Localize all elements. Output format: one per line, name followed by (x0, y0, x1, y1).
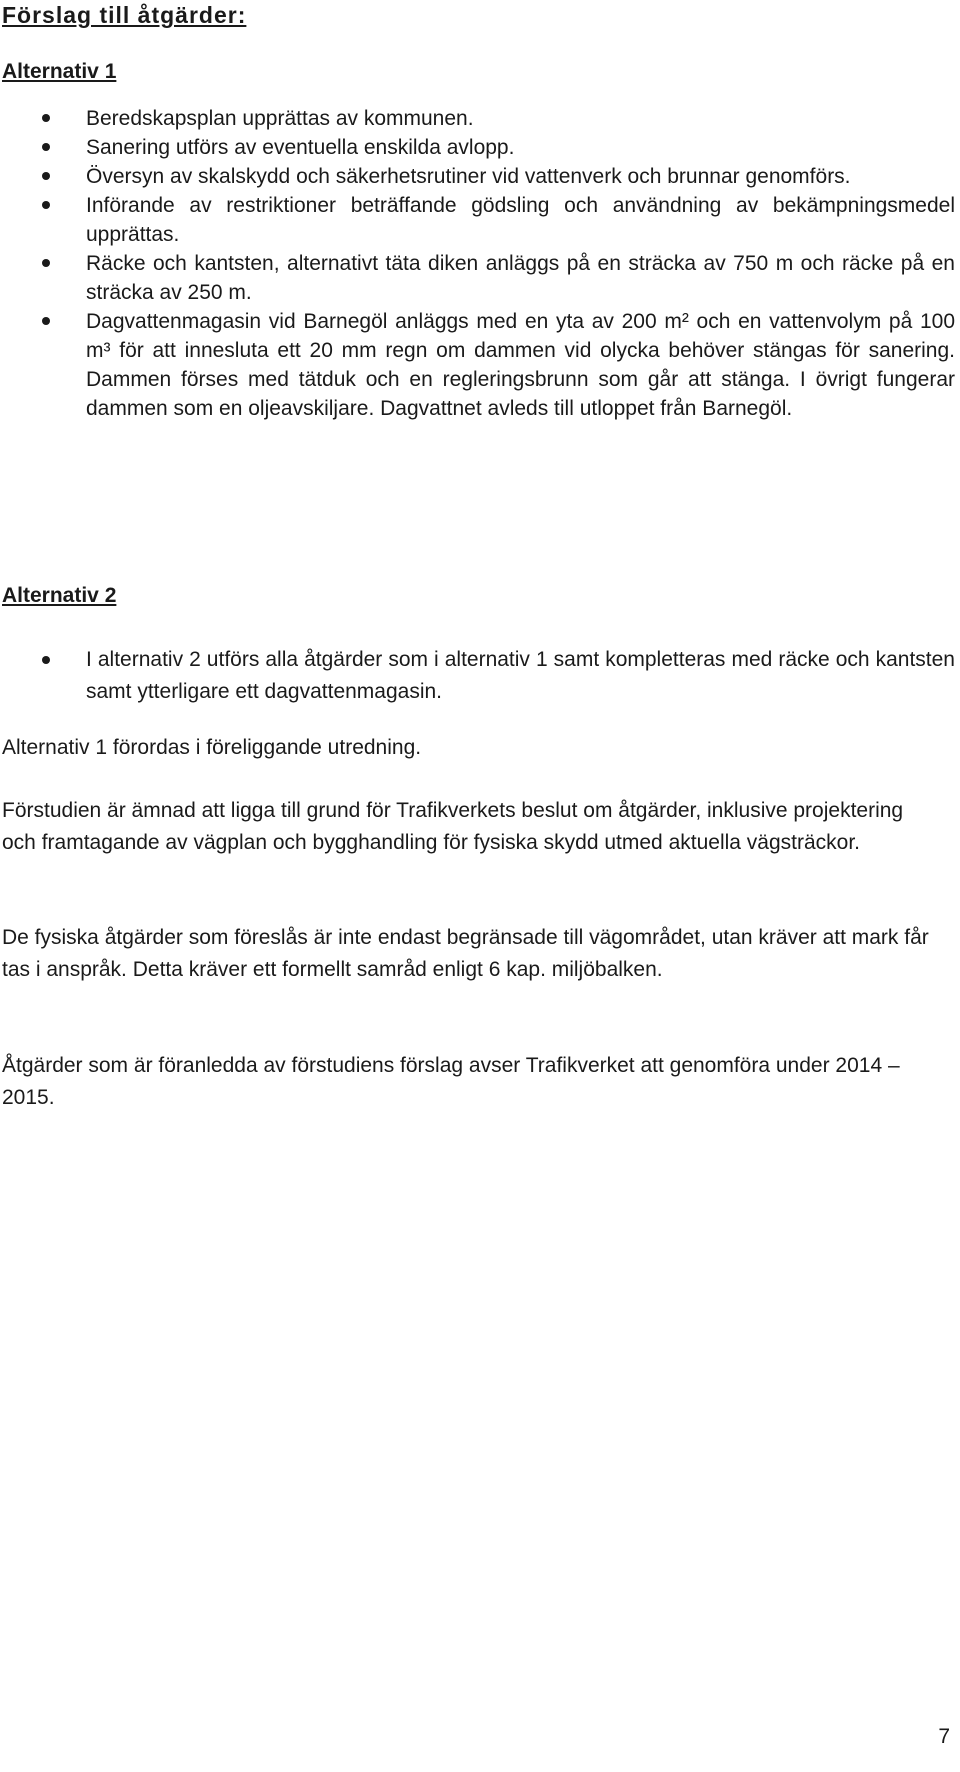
list-item-text: I alternativ 2 utförs alla åtgärder som i alternativ 1 samt kompletteras med räcke och kantsten samt ytterligare ett dagvattenmagasin. (86, 648, 955, 703)
alternativ-1-list (0, 104, 960, 423)
bullet-icon (42, 317, 50, 325)
paragraph-purpose: Förstudien är ämnad att ligga till grund för Trafikverkets beslut om åtgärder, inklusive projektering och framtagande av vägplan och bygghandling för fysiska skydd utmed aktuella vägsträckor. (2, 799, 904, 854)
list-item (0, 644, 960, 708)
bullet-icon (42, 259, 50, 267)
list-item (0, 133, 960, 162)
list-item-text: Översyn av skalskydd och säkerhetsrutiner vid vattenverk och brunnar genomförs. (86, 165, 851, 188)
list-item (0, 191, 960, 249)
bullet-icon (42, 114, 50, 122)
list-item-text: Dagvattenmagasin vid Barnegöl anläggs med en yta av 200 m² och en vattenvolym på 100 m³ för att innesluta ett 20 mm regn om dammen vid olycka behöver stängas för sanering. Dammen förses med tätduk och en regleringsbrunn som går att stänga. I övrigt fungerar dammen som en oljeavskiljare. Dagvattnet avleds till utloppet från Barnegöl. (86, 310, 955, 420)
list-item-text: Sanering utförs av eventuella enskilda avlopp. (86, 136, 515, 159)
section-heading: Förslag till åtgärder: (2, 2, 247, 28)
list-item (0, 162, 960, 191)
alternativ-2-list (0, 644, 960, 708)
list-item-text: Införande av restriktioner beträffande gödsling och användning av bekämpningsmedel upprättas. (86, 194, 955, 246)
bullet-icon (42, 143, 50, 151)
bullet-icon (42, 172, 50, 180)
list-item (0, 104, 960, 133)
bullet-icon (42, 201, 50, 209)
page-number: 7 (938, 1725, 950, 1748)
alternativ-1-title: Alternativ 1 (2, 60, 117, 83)
paragraph-schedule: Åtgärder som är föranledda av förstudiens förslag avser Trafikverket att genomföra under 2014 – 2015. (2, 1054, 900, 1109)
list-item-text: Beredskapsplan upprättas av kommunen. (86, 107, 474, 130)
list-item-text: Räcke och kantsten, alternativt täta diken anläggs på en sträcka av 750 m och räcke på en sträcka av 250 m. (86, 252, 955, 304)
paragraph-land-use: De fysiska åtgärder som föreslås är inte endast begränsade till vägområdet, utan kräver att mark får tas i anspråk. Detta kräver ett formellt samråd enligt 6 kap. miljöbalken. (2, 926, 929, 981)
paragraph-recommendation: Alternativ 1 förordas i föreliggande utredning. (2, 736, 422, 759)
list-item (0, 307, 960, 423)
bullet-icon (42, 656, 50, 664)
alternativ-2-title: Alternativ 2 (2, 584, 117, 607)
list-item (0, 249, 960, 307)
